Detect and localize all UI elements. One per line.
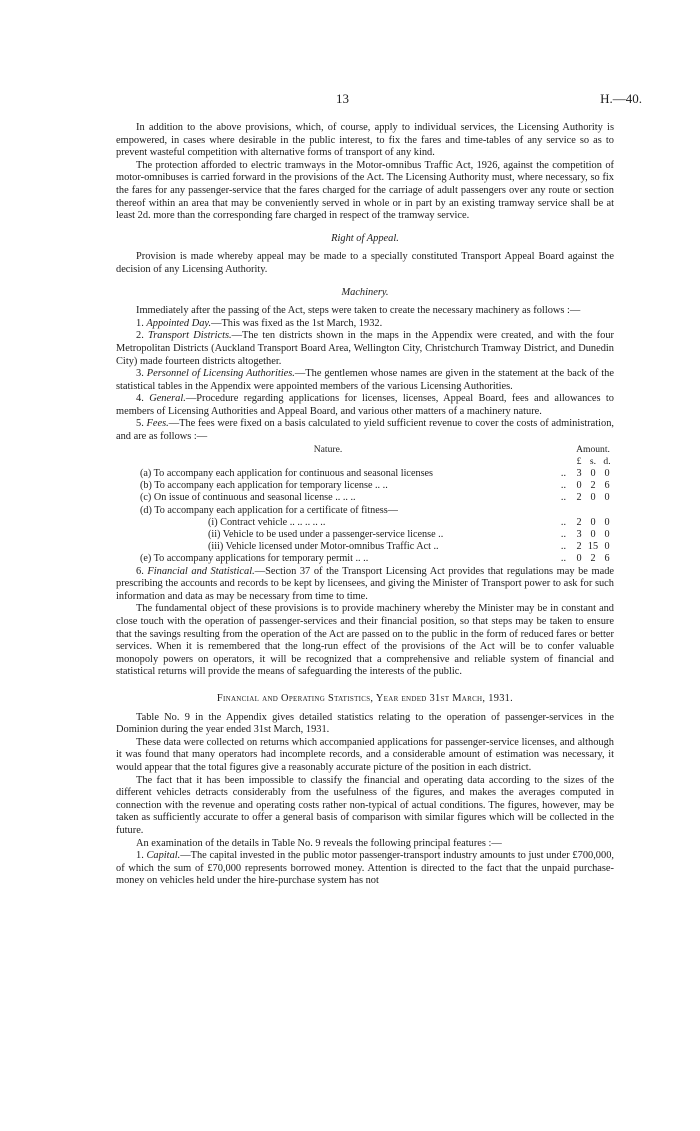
unit-pounds: £ xyxy=(576,455,582,467)
column-header-nature: Nature. xyxy=(313,443,343,455)
table-row: (ii) Vehicle to be used under a passenger-service license .. .. 3 0 0 xyxy=(208,529,610,541)
paragraph: The fact that it has been impossible to classify the financial and operating data according to the sizes of the different vehicles detracts considerably from the usefulness of the figures, and makes the averages computed in connection with the revenue and operating costs rather non-typical of actual conditions. The figures, however, may be taken as sufficiently accurate to offer a general basis of comparison with similar figures which will be collected in the future. xyxy=(116,774,614,836)
table-row: (i) Contract vehicle .. .. .. .. .. .. 2 0 0 xyxy=(208,516,610,528)
page-header xyxy=(0,93,700,109)
list-item: 1. Appointed Day.—This was fixed as the 1st March, 1932. xyxy=(136,317,383,329)
paragraph: In addition to the above provisions, which, of course, apply to individual services, the Licensing Authority is empowered, in cases where desirable in the public interest, to fix the fares and time-tables of any service so as to prevent wasteful competition with alternative forms of transport of any kind. xyxy=(116,122,614,159)
section-heading-financial: Financial and Operating Statistics, Year ended 31st March, 1931. xyxy=(216,693,514,705)
list-item: 6. Financial and Statistical.—Section 37 of the Transport Licensing Act provides that regulations may be made prescribing the accounts and records to be kept by licensees, and giving the Minister of Transport power to ask for such information and data as may be necessary from time to time. xyxy=(116,565,615,602)
paragraph: Table No. 9 in the Appendix gives detailed statistics relating to the operation of passenger-services in the Dominion during the year ended 31st March, 1931. xyxy=(116,711,614,736)
paragraph: These data were collected on returns which accompanied applications for passenger-service licenses, and although it was found that many operators had incomplete records, and a considerable amount of estimation was necessary, it would appear that the total figures give a reasonably accurate picture of the position in each district. xyxy=(116,736,614,773)
list-item: 5. Fees.—The fees were fixed on a basis calculated to yield sufficient revenue to cover the costs of administration, and are as follows :— xyxy=(116,418,614,443)
paragraph: Immediately after the passing of the Act, steps were taken to create the necessary machinery as follows :— xyxy=(136,305,581,317)
unit-shillings: s. xyxy=(589,455,597,467)
paragraph: The protection afforded to electric tramways in the Motor-omnibus Traffic Act, 1926, against the competition of motor-omnibuses is carried forward in the provisions of the Act. The Licensing Authority must, where necessary, so fix the fares for any passenger-service that the fares charged for the carriage of adult passengers over any route or section thereof within an area that may be conveniently served in whole or in part by an existing tramway service shall be at least 2d. more than the corresponding fare charged in respect of the tramway service. xyxy=(116,159,614,222)
machinery-list xyxy=(116,318,614,444)
section-heading-appeal: Right of Appeal. xyxy=(331,232,399,244)
paragraph: The fundamental object of these provisions is to provide machinery whereby the Minister may be in constant and close touch with the operation of passenger-services and their financial position, so that steps may be taken to ensure that the savings resulting from the operation of the Act are passed on to the public in the form of reduced fares or better services. When it is remembered that the long-run effect of the provisions of the Act will be to confer valuable monopoly powers on operators, it will be recognized that a comprehensive and reliable system of financial and statistical returns will provide the means of safeguarding the interests of the public. xyxy=(116,603,614,678)
paragraph: Provision is made whereby appeal may be made to a specially constituted Transport Appeal Board against the decision of any Licensing Authority. xyxy=(116,251,614,275)
table-row: (a) To accompany each application for continuous and seasonal licenses .. 3 0 0 xyxy=(140,468,610,480)
table-row: (c) On issue of continuous and seasonal license .. .. .. .. 2 0 0 xyxy=(140,492,610,504)
table-row: (e) To accompany applications for temporary permit .. .. .. 0 2 6 xyxy=(140,553,610,565)
list-item: 1. Capital.—The capital invested in the public motor passenger-transport industry amounts to just under £700,000, of which the sum of £70,000 represents borrowed money. Attention is directed to the fact that the unpaid purchase-money on vehicles held under the hire-purchase system has not xyxy=(116,850,614,887)
paragraph: An examination of the details in Table No. 9 reveals the following principal features :— xyxy=(136,837,502,849)
section-heading-machinery: Machinery. xyxy=(341,286,389,298)
page-number: 13 xyxy=(336,91,349,106)
fees-table xyxy=(116,444,614,566)
list-item: 4. General.—Procedure regarding applications for licenses, licenses, Appeal Board, fees and allowances to members of Licensing Authorities and Appeal Board, and various other matters of a machinery nature. xyxy=(116,393,615,417)
document-body xyxy=(116,122,614,888)
list-item: 2. Transport Districts.—The ten districts shown in the maps in the Appendix were created, and with the four Metropolitan Districts (Auckland Transport Board Area, Wellington City, Christchurch Tramway District, and Dunedin City) made fourteen districts altogether. xyxy=(116,330,614,367)
table-row: (b) To accompany each application for temporary license .. .. .. 0 2 6 xyxy=(140,480,610,492)
table-row: (iii) Vehicle licensed under Motor-omnibus Traffic Act .. .. 2 15 0 xyxy=(208,541,610,553)
table-row: (d) To accompany each application for a certificate of fitness— xyxy=(140,504,398,516)
unit-pence: d. xyxy=(603,455,611,467)
document-reference: H.—40. xyxy=(600,91,642,106)
column-header-amount: Amount. xyxy=(576,443,610,455)
list-item: 3. Personnel of Licensing Authorities.—The gentlemen whose names are given in the statement at the back of the statistical tables in the Appendix were appointed members of the various Licensing Authorities. xyxy=(116,368,614,392)
